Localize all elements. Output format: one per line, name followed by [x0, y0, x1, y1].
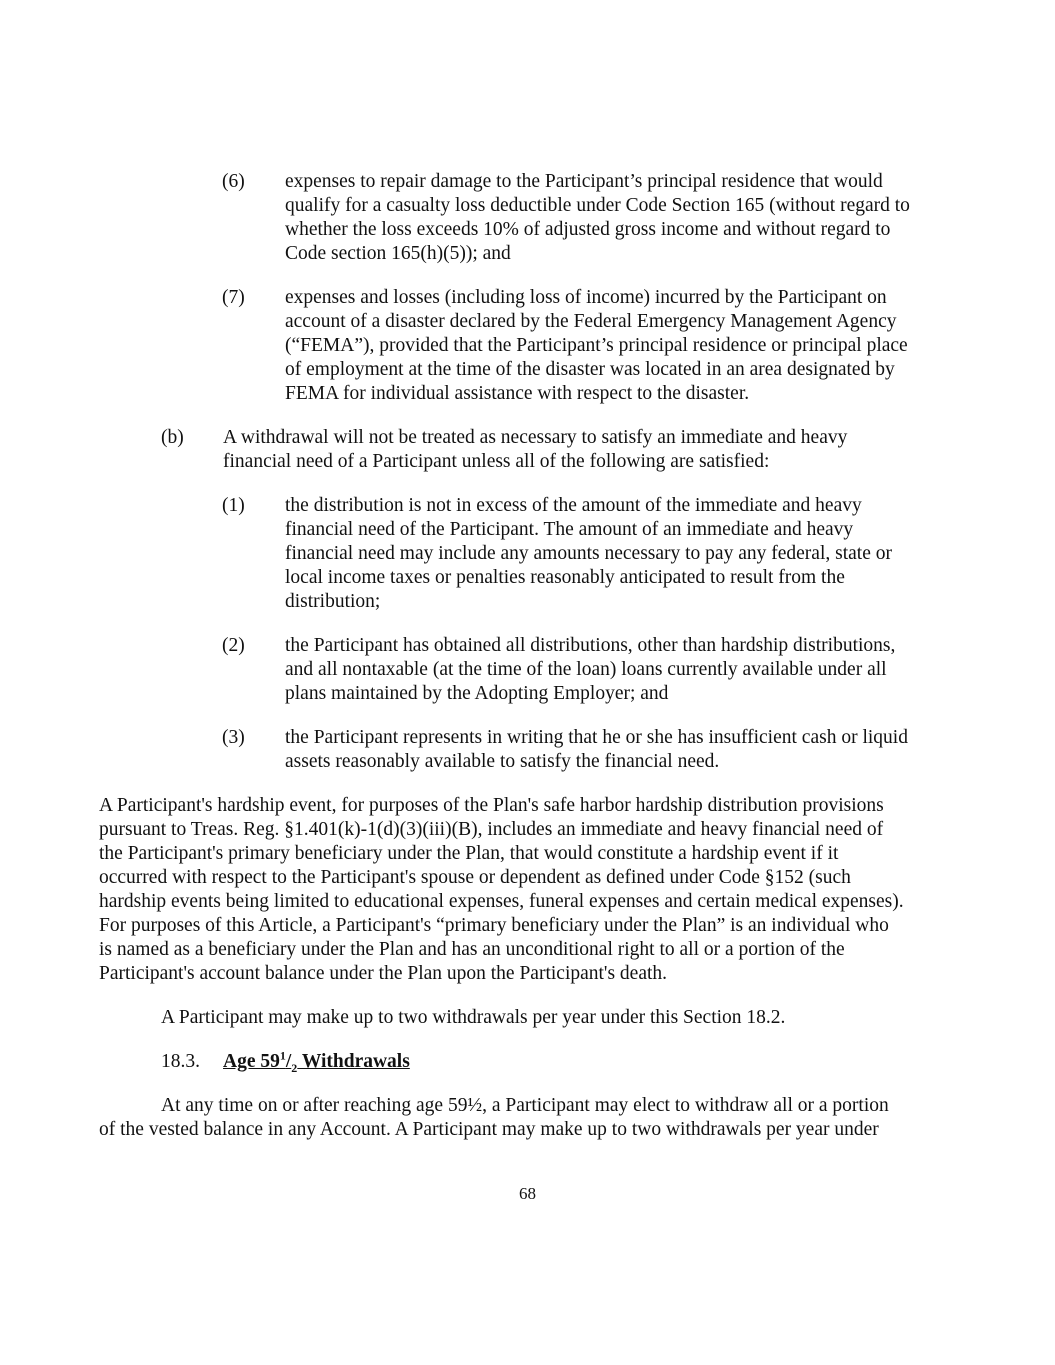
item-7-line-2: account of a disaster declared by the Federal Emergency Management Agency: [285, 311, 897, 332]
sub-1-line-4: local income taxes or penalties reasonably anticipated to result from the: [285, 567, 845, 588]
item-7-number: (7): [222, 287, 245, 308]
sub-1-number: (1): [222, 495, 245, 516]
section-b-number: (b): [161, 427, 184, 448]
section-18-3-number: 18.3.: [161, 1051, 200, 1072]
sub-3-number: (3): [222, 727, 245, 748]
item-6-line-4: Code section 165(h)(5)); and: [285, 243, 511, 264]
sub-1-line-1: the distribution is not in excess of the amount of the immediate and heavy: [285, 495, 862, 516]
sub-1-line-5: distribution;: [285, 591, 381, 612]
sub-2-number: (2): [222, 635, 245, 656]
section-18-3-title-main: Age 59: [223, 1051, 280, 1072]
sub-2-line-1: the Participant has obtained all distributions, other than hardship distributions,: [285, 635, 896, 656]
item-6-line-1: expenses to repair damage to the Participant’s principal residence that would: [285, 171, 883, 192]
hardship-paragraph-line-6: For purposes of this Article, a Participant's “primary beneficiary under the Plan” is an individual who: [99, 915, 889, 936]
section-18-3-line-1: At any time on or after reaching age 59½, a Participant may elect to withdraw all or a portion: [161, 1095, 889, 1116]
hardship-paragraph-line-1: A Participant's hardship event, for purposes of the Plan's safe harbor hardship distribution provisions: [99, 795, 884, 816]
section-18-3-line-2: of the vested balance in any Account. A Participant may make up to two withdrawals per year under: [99, 1119, 879, 1140]
item-7-line-5: FEMA for individual assistance with respect to the disaster.: [285, 383, 750, 404]
item-6-line-2: qualify for a casualty loss deductible under Code Section 165 (without regard to: [285, 195, 910, 216]
hardship-paragraph-line-8: Participant's account balance under the Plan upon the Participant's death.: [99, 963, 668, 984]
sub-1-line-3: financial need may include any amounts necessary to pay any federal, state or: [285, 543, 892, 564]
sub-1-line-2: financial need of the Participant. The amount of an immediate and heavy: [285, 519, 854, 540]
withdrawal-limit-paragraph: A Participant may make up to two withdrawals per year under this Section 18.2.: [161, 1007, 786, 1028]
hardship-paragraph-line-4: occurred with respect to the Participant's spouse or dependent as defined under Code §152 (such: [99, 867, 851, 888]
hardship-paragraph-line-3: the Participant's primary beneficiary under the Plan, that would constitute a hardship event if it: [99, 843, 839, 864]
sub-3-line-2: assets reasonably available to satisfy the financial need.: [285, 751, 720, 772]
item-7-line-3: (“FEMA”), provided that the Participant’s principal residence or principal place: [285, 335, 908, 356]
section-18-3-title-rest: Withdrawals: [297, 1051, 410, 1072]
hardship-paragraph-line-7: is named as a beneficiary under the Plan and has an unconditional right to all or a portion of the: [99, 939, 845, 960]
page-number: 68: [519, 1184, 536, 1203]
section-18-3-title-sup: 1: [279, 1048, 286, 1063]
sub-2-line-2: and all nontaxable (at the time of the loan) loans currently available under all: [285, 659, 887, 680]
item-6-number: (6): [222, 171, 245, 192]
item-7-line-4: of employment at the time of the disaster was located in an area designated by: [285, 359, 895, 380]
sub-2-line-3: plans maintained by the Adopting Employer; and: [285, 683, 669, 704]
item-6-line-3: whether the loss exceeds 10% of adjusted gross income and without regard to: [285, 219, 891, 240]
sub-3-line-1: the Participant represents in writing that he or she has insufficient cash or liquid: [285, 727, 908, 748]
section-18-3-title-sub: 2: [291, 1060, 298, 1075]
section-18-3-title: [223, 1050, 410, 1074]
item-7-line-1: expenses and losses (including loss of income) incurred by the Participant on: [285, 287, 887, 308]
section-18-3-title-slash: /: [285, 1051, 292, 1072]
section-b-line-1: A withdrawal will not be treated as necessary to satisfy an immediate and heavy: [223, 427, 848, 448]
hardship-paragraph-line-2: pursuant to Treas. Reg. §1.401(k)-1(d)(3)(iii)(B), includes an immediate and heavy financial need of: [99, 819, 884, 840]
section-b-line-2: financial need of a Participant unless all of the following are satisfied:: [223, 451, 770, 472]
hardship-paragraph-line-5: hardship events being limited to educational expenses, funeral expenses and certain medical expenses).: [99, 891, 904, 912]
